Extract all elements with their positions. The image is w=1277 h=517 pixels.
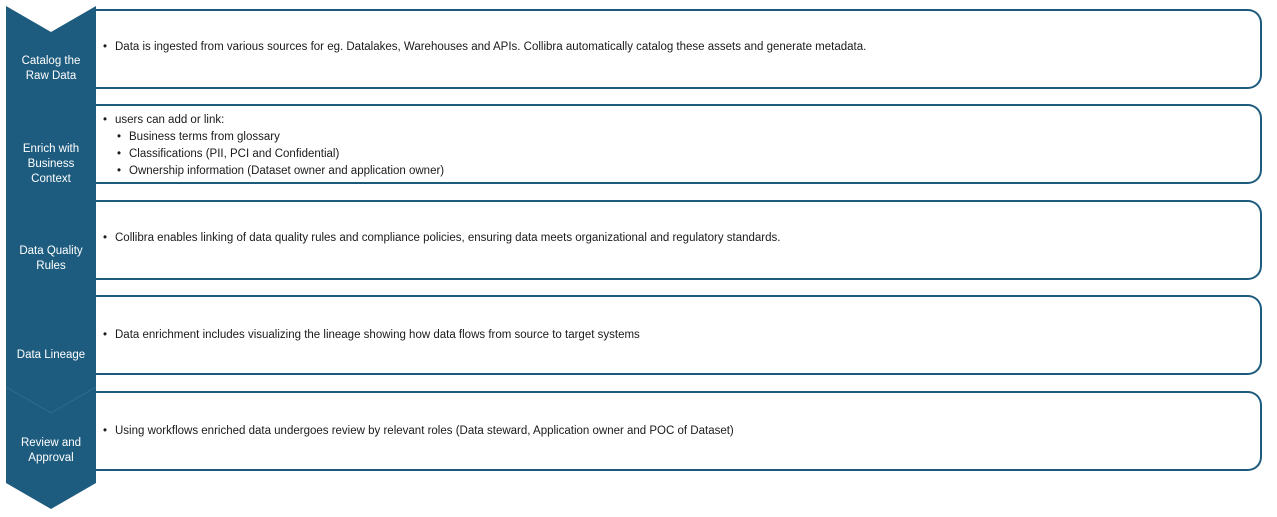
bullet-text: Collibra enables linking of data quality rules and compliance policies, ensuring data meets organizational and regulatory standards.	[115, 232, 781, 244]
bullet-item	[103, 423, 1260, 440]
bullet-dot-icon: •	[103, 114, 108, 126]
step-description-box	[96, 295, 1262, 375]
step-label-line: Data Quality	[19, 245, 83, 257]
bullet-dot-icon: •	[103, 41, 108, 53]
bullet-text: Data is ingested from various sources for eg. Datalakes, Warehouses and APIs. Collibra automatically catalog these assets and generate metadata.	[115, 41, 867, 53]
step-description-box	[96, 104, 1262, 184]
bullet-item	[103, 146, 1260, 163]
bullet-text: users can add or link:	[115, 114, 225, 126]
step-label-line: Catalog the	[21, 55, 81, 67]
step-label-line: Rules	[36, 260, 66, 272]
bullet-item	[103, 327, 1260, 344]
step-label-line: Business	[27, 157, 75, 170]
step-label	[6, 244, 96, 274]
bullet-item	[103, 129, 1260, 146]
step-description-box	[96, 9, 1262, 89]
step-label	[6, 54, 96, 84]
step-label-line: Review and	[20, 437, 82, 449]
bullet-item	[103, 230, 1260, 247]
bullet-item	[103, 39, 1260, 56]
bullet-dot-icon: •	[103, 232, 108, 244]
bullet-item	[103, 112, 1260, 129]
bullet-dot-icon: •	[103, 425, 108, 437]
bullet-text: Data enrichment includes visualizing the lineage showing how data flows from source to target systems	[115, 329, 640, 341]
bullet-dot-icon: •	[117, 131, 122, 143]
bullet-text: Business terms from glossary	[129, 131, 280, 143]
step-description-box	[96, 200, 1262, 280]
bullet-text: Classifications (PII, PCI and Confidential)	[129, 148, 340, 160]
bullet-text: Ownership information (Dataset owner and application owner)	[129, 165, 445, 177]
step-description-box	[96, 391, 1262, 471]
step-label-line: Enrich with	[22, 142, 80, 155]
bullet-item	[103, 163, 1260, 180]
step-label-line: Context	[31, 172, 71, 185]
step-label	[6, 436, 96, 466]
bullet-dot-icon: •	[117, 148, 122, 160]
bullet-dot-icon: •	[117, 165, 122, 177]
step-label-line: Data Lineage	[16, 348, 86, 361]
step-label	[6, 348, 96, 363]
step-label-line: Raw Data	[25, 70, 77, 82]
bullet-text: Using workflows enriched data undergoes review by relevant roles (Data steward, Application owner and POC of Dataset)	[115, 425, 734, 437]
bullet-dot-icon: •	[103, 329, 108, 341]
step-label	[6, 142, 96, 187]
step-label-line: Approval	[28, 452, 74, 464]
